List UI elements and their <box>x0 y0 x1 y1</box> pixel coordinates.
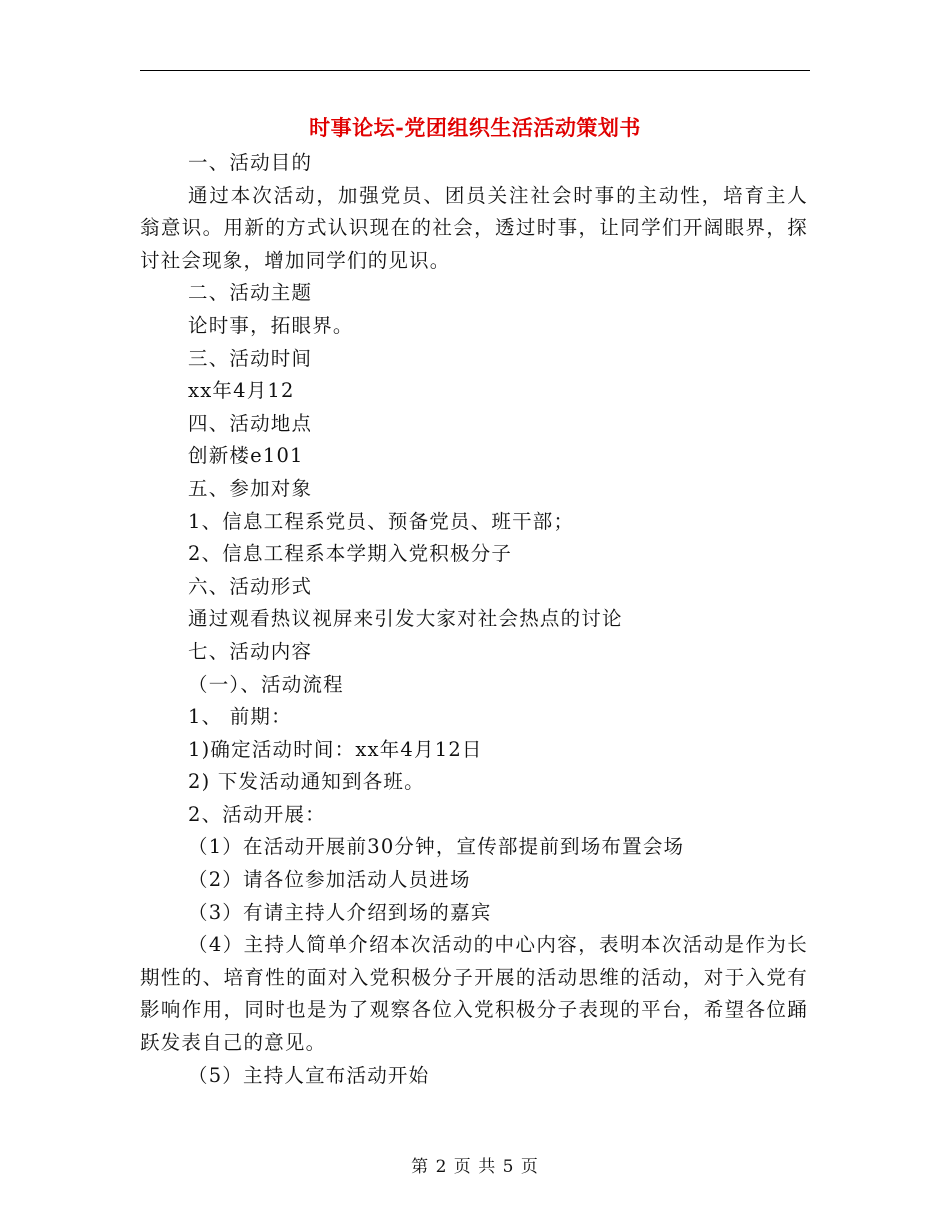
process-step-preparation: 1、 前期： <box>188 705 292 729</box>
execution-item-2: （2）请各位参加活动人员进场 <box>188 868 471 892</box>
section-heading-theme: 二、活动主题 <box>188 281 313 305</box>
preparation-item-1: 1)确定活动时间：xx年4月12日 <box>188 737 483 761</box>
participants-item-1: 1、信息工程系党员、预备党员、班干部； <box>188 509 575 533</box>
section-heading-time: 三、活动时间 <box>188 346 313 370</box>
document-title: 时事论坛-党团组织生活活动策划书 <box>309 115 641 140</box>
preparation-item-2: 2) 下发活动通知到各班。 <box>188 770 425 794</box>
document-body <box>140 147 808 1092</box>
section-heading-location: 四、活动地点 <box>188 411 313 435</box>
section-heading-purpose: 一、活动目的 <box>188 151 313 174</box>
page-number-footer: 第 2 页 共 5 页 <box>411 1157 539 1177</box>
execution-item-1: （1）在活动开展前30分钟，宣传部提前到场布置会场 <box>188 835 685 859</box>
header-rule <box>140 70 810 71</box>
execution-item-3: （3）有请主持人介绍到场的嘉宾 <box>188 900 492 924</box>
section-heading-format: 六、活动形式 <box>188 574 313 598</box>
participants-item-2: 2、信息工程系本学期入党积极分子 <box>188 542 513 566</box>
theme-text: 论时事，拓眼界。 <box>188 313 354 337</box>
format-text: 通过观看热议视屏来引发大家对社会热点的讨论 <box>188 607 623 631</box>
location-text: 创新楼e101 <box>188 444 304 468</box>
execution-item-5: （5）主持人宣布活动开始 <box>188 1063 430 1087</box>
purpose-paragraph: 通过本次活动，加强党员、团员关注社会时事的主动性，培育主人翁意识。用新的方式认识现在的社会，透过时事，让同学们开阔眼界，探讨社会现象，增加同学们的见识。 <box>140 183 808 272</box>
process-step-execution: 2、活动开展： <box>188 802 326 826</box>
section-heading-content: 七、活动内容 <box>188 639 313 663</box>
subsection-heading-process: （一）、活动流程 <box>188 672 344 696</box>
time-text: xx年4月12 <box>188 379 295 403</box>
execution-item-4: （4）主持人简单介绍本次活动的中心内容，表明本次活动是作为长期性的、培育性的面对入党积极分子开展的活动思维的活动，对于入党有影响作用，同时也是为了观察各位入党积极分子表现的平台，希望各位踊跃发表自己的意见。 <box>140 933 808 1055</box>
section-heading-participants: 五、参加对象 <box>188 476 313 500</box>
